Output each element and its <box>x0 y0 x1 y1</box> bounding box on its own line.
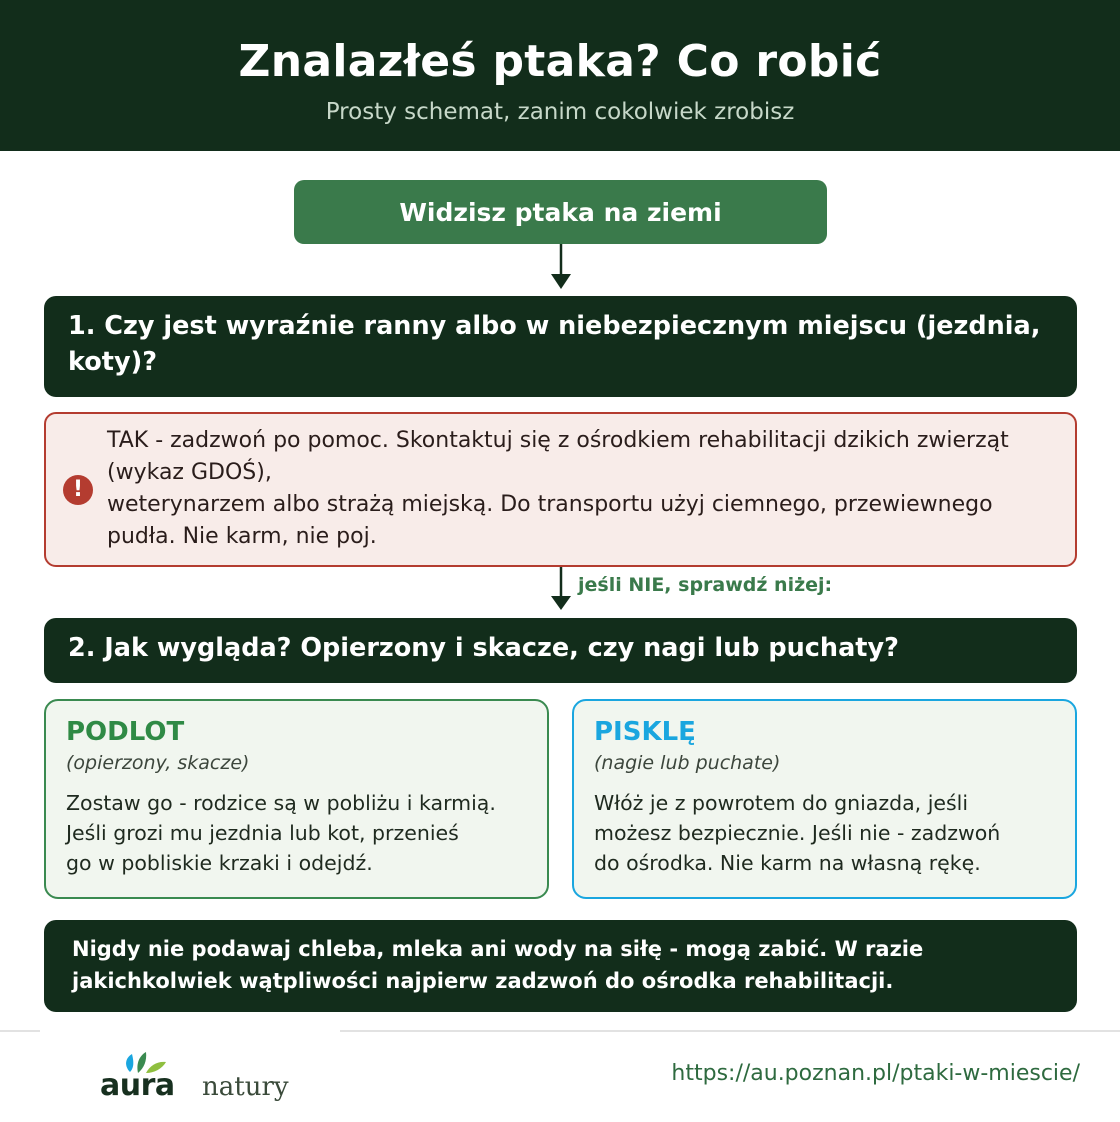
footer-url-link[interactable]: https://au.poznan.pl/ptaki-w-miescie/ <box>671 1061 1080 1086</box>
card-body <box>66 788 527 878</box>
yes-branch-line-1: TAK - zadzwoń po pomoc. Skontaktuj się z ośrodkiem rehabilitacji dzikich zwierząt (wykaz GDOŚ), <box>107 428 1009 485</box>
yes-branch-alert <box>44 412 1077 567</box>
footer-divider <box>340 1030 1120 1032</box>
card-body-line: Włóż je z powrotem do gniazda, jeśli <box>594 791 969 815</box>
warning-text: Nigdy nie podawaj chleba, mleka ani wody na siłę - mogą zabić. W razie jakichkolwiek wątpliwości najpierw zadzwoń do ośrodka rehabilitacji. <box>72 937 924 993</box>
card-piskle <box>572 699 1077 899</box>
header <box>0 0 1120 151</box>
warning-box <box>44 920 1077 1012</box>
no-branch-note: jeśli NIE, sprawdź niżej: <box>578 574 833 596</box>
card-body-line: możesz bezpiecznie. Jeśli nie - zadzwoń <box>594 821 1001 845</box>
logo-word: aura <box>100 1068 175 1103</box>
card-body-line: go w pobliskie krzaki i odejdź. <box>66 851 373 875</box>
card-body <box>594 788 1055 878</box>
footer-divider <box>0 1030 40 1032</box>
yes-branch-text <box>107 425 1047 553</box>
question-2 <box>44 618 1077 683</box>
card-body-line: do ośrodka. Nie karm na własną rękę. <box>594 851 981 875</box>
page-subtitle: Prosty schemat, zanim cokolwiek zrobisz <box>325 99 795 125</box>
card-subtitle: (opierzony, skacze) <box>66 752 250 774</box>
card-body-line: Zostaw go - rodzice są w pobliżu i karmią. <box>66 791 496 815</box>
question-2-text: 2. Jak wygląda? Opierzony i skacze, czy nagi lub puchaty? <box>68 633 899 663</box>
card-podlot <box>44 699 549 899</box>
question-1 <box>44 296 1077 397</box>
exclamation-icon: ! <box>63 475 93 505</box>
arrow-down-icon <box>550 567 572 613</box>
yes-branch-line-2: weterynarzem albo strażą miejską. Do transportu użyj ciemnego, przewiewnego pudła. Nie karm, nie poj. <box>107 492 993 549</box>
aura-natury-logo <box>98 1048 298 1108</box>
card-title: PODLOT <box>66 717 185 747</box>
start-node <box>294 180 827 244</box>
card-title: PISKLĘ <box>594 717 696 747</box>
start-node-label: Widzisz ptaka na ziemi <box>399 197 722 227</box>
card-body-line: Jeśli grozi mu jezdnia lub kot, przenieś <box>66 821 459 845</box>
card-subtitle: (nagie lub puchate) <box>594 752 781 774</box>
arrow-down-icon <box>550 244 572 290</box>
page-title: Znalazłeś ptaka? Co robić <box>238 36 882 87</box>
logo-subword: natury <box>202 1072 289 1102</box>
question-1-text: 1. Czy jest wyraźnie ranny albo w niebezpiecznym miejscu (jezdnia, koty)? <box>68 311 1041 377</box>
